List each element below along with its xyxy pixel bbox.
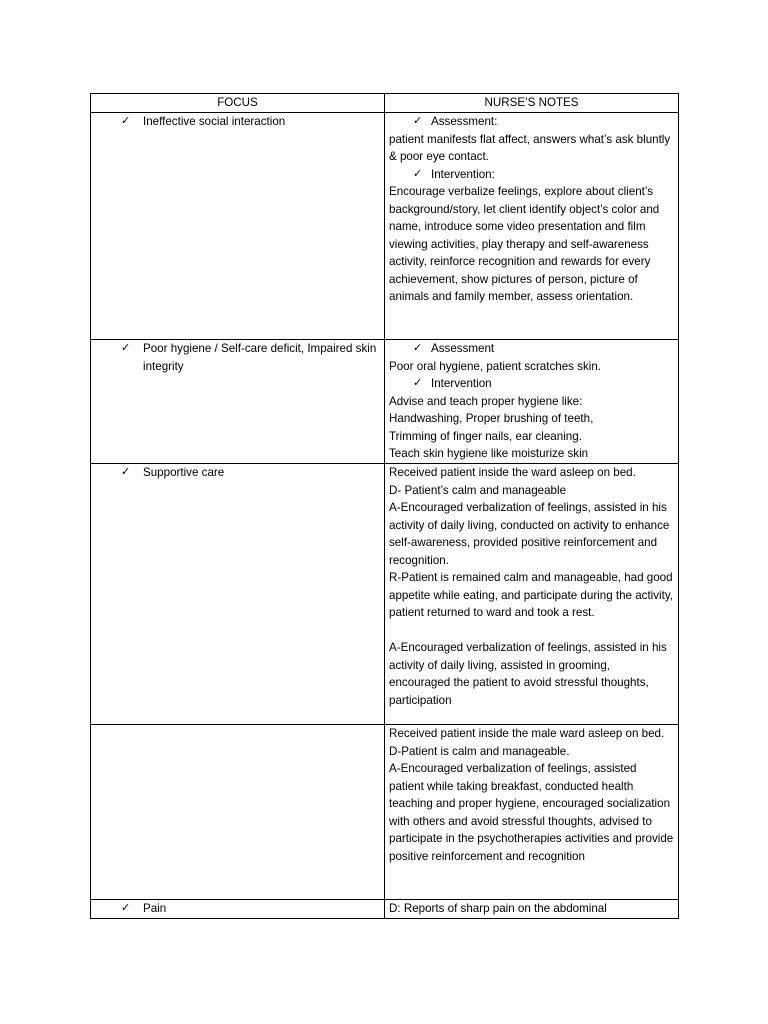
notes-subheading: Assessment: — [431, 115, 498, 128]
notes-text: Advise and teach proper hygiene like: — [389, 394, 583, 408]
focus-label: Ineffective social interaction — [143, 115, 286, 128]
checkmark-icon: ✓ — [121, 342, 131, 354]
notes-text: A-Encouraged verbalization of feelings, assisted patient while taking breakfast, conducted health teaching and proper hygiene, encouraged socialization with others and avoid stressful thoughts, advised to participate in the psychotherapies activities and provide positive reinforcement and recognition — [389, 762, 674, 863]
notes-text: Poor oral hygiene, patient scratches skin. — [389, 359, 602, 373]
focus-cell — [91, 113, 385, 340]
checkmark-icon: ✓ — [413, 167, 423, 180]
checkmark-icon: ✓ — [121, 466, 131, 478]
focus-cell — [91, 725, 385, 900]
table-row — [91, 113, 679, 340]
header-row — [91, 94, 679, 113]
notes-text: Encourage verbalize feelings, explore about client’s background/story, let client identify object’s color and name, introduce some video presentation and film viewing activities, play therapy and self-awareness activity, reinforce recognition and rewards for every achievement, show pictures of person, picture of animals and family member, assess orientation. — [389, 185, 660, 303]
notes-cell — [385, 900, 679, 919]
notes-text: D: Reports of sharp pain on the abdominal — [389, 902, 607, 915]
notes-text: patient manifests flat affect, answers what’s ask bluntly & poor eye contact. — [389, 132, 671, 163]
focus-header: FOCUS — [91, 94, 385, 113]
table-row — [91, 900, 679, 919]
notes-text: Trimming of finger nails, ear cleaning. — [389, 429, 582, 443]
table-row — [91, 464, 679, 725]
focus-label: Supportive care — [143, 466, 225, 479]
notes-cell — [385, 340, 679, 464]
notes-text: Received patient inside the ward asleep on bed. — [389, 466, 636, 479]
notes-cell — [385, 725, 679, 900]
notes-subheading: Intervention: — [431, 167, 495, 181]
notes-text: A-Encouraged verbalization of feelings, assisted in his activity of daily living, conducted on activity to enhance self-awareness, provided positive reinforcement and recognition. — [389, 501, 670, 567]
spacer — [389, 622, 674, 640]
notes-cell — [385, 464, 679, 725]
checkmark-icon: ✓ — [121, 902, 131, 914]
focus-label: Pain — [143, 902, 167, 915]
nurses-notes-table — [90, 93, 679, 919]
notes-text: Handwashing, Proper brushing of teeth, — [389, 412, 594, 425]
notes-text: D- Patient’s calm and manageable — [389, 483, 567, 497]
focus-cell — [91, 900, 385, 919]
notes-text: R-Patient is remained calm and manageable, had good appetite while eating, and participate during the activity, patient returned to ward and took a rest. — [389, 571, 674, 619]
focus-label: Poor hygiene / Self-care deficit, Impaired skin integrity — [143, 342, 377, 373]
checkmark-icon: ✓ — [413, 377, 423, 389]
notes-cell — [385, 113, 679, 340]
table-row — [91, 725, 679, 900]
notes-text: A-Encouraged verbalization of feelings, assisted in his activity of daily living, assisted in grooming, encouraged the patient to avoid stressful thoughts, participation — [389, 641, 667, 707]
notes-header: NURSE’S NOTES — [385, 94, 679, 113]
notes-text: Received patient inside the male ward asleep on bed. — [389, 727, 665, 740]
checkmark-icon: ✓ — [413, 115, 423, 127]
notes-text: Teach skin hygiene like moisturize skin — [389, 447, 589, 460]
table-row — [91, 340, 679, 464]
notes-text: D-Patient is calm and manageable. — [389, 744, 570, 758]
notes-subheading: Assessment — [431, 342, 495, 355]
focus-cell — [91, 340, 385, 464]
checkmark-icon: ✓ — [413, 342, 423, 354]
notes-subheading: Intervention — [431, 377, 492, 390]
checkmark-icon: ✓ — [121, 115, 131, 127]
focus-cell — [91, 464, 385, 725]
